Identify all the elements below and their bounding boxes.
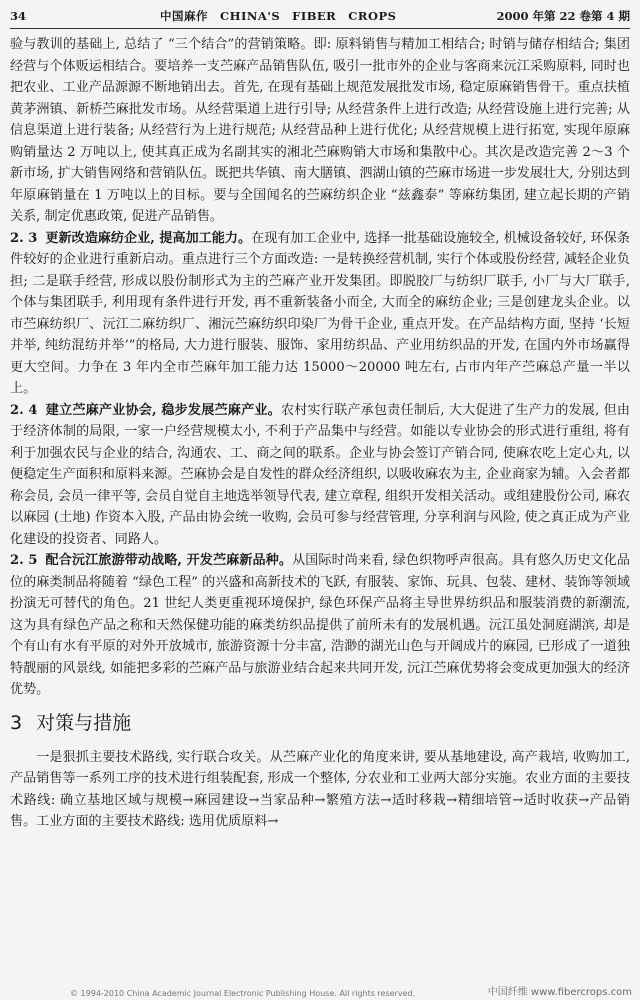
section-body: 农村实行联产承包责任制后, 大大促进了生产力的发展, 但由于经济体制的局限, 一家一户经营规模太小, 不利于产品集中与经营。如能以专业协会的形式进行重组, 将有利于加强农民与企业的结合, 沟通农、工、商之间的联系。企业与协会签订产销合同, 使麻农吃上定心丸, 以便稳定生产面积和原料来源。苎麻协会是自发性的群众经济组织, 以吸收麻农为主, 企业商家为辅。入会者都称会员, 会员一律平等, 会员自觉自主地选举领导代表, 建立章程, 组织开发相关活动。或组建股份公司, 麻农以麻园 (土地) 作资本入股, 产品由协会统一收购, 会员可参与经营管理, 分享利润与风险, 使之真正成为产业化建设的投资者、同路人。 [10, 402, 630, 547]
section-lead-in: 建立苎麻产业协会, 稳步发展苎麻产业。 [45, 402, 281, 418]
page-header [10, 6, 630, 26]
section-body: 在现有加工企业中, 选择一批基础设施较全, 机械设备较好, 环保条件较好的企业进行重新启动。重点进行三个方面改造: 一是转换经营机制, 实行个体或股份经营, 减轻企业负担; 二是联手经营, 形成以股份制形式为主的苎麻产业开发集团。即脱胶厂与纺织厂联手, 小厂与大厂联手, 个体与集团联手, 利用现有条件进行开发, 再不重新装备小而全, 大而全的麻纺企业; 三是创建龙头企业。以市苎麻纺织厂、沅江二麻纺织厂、湘沅苎麻纺织印染厂为骨干企业, 重点开发。在产品结构方面, 坚持 ‘长短并举, 纯纺混纺并举’”的格局, 大力进行服装、服饰、家用纺织品、产业用纺织品的开发, 在国内外市场赢得更大空间。力争在 3 年内全市苎麻年加工能力达 15000～20000 吨左右, 占市内年产苎麻总产量一半以上。 [10, 230, 630, 396]
section-body: 从国际时尚来看, 绿色织物呼声很高。具有悠久历史文化品位的麻类制品将随着 “绿色工程” 的兴盛和高新技术的飞跃, 有服装、家饰、玩具、包装、建材、装饰等领域扮演无可替代的角色。21 世纪人类更重视环境保护, 绿色环保产品将主导世界纺织品和服装消费的新潮流, 这为具有绿色产品之称和天然保健功能的麻类纺织品提供了前所未有的发展机遇。沅江虽处洞庭湖滨, 却是个有山有水有平原的对外开放城市, 旅游资源十分丰富, 浩渺的湖光山色与开阔成片的麻园, 已形成了一道独特靓丽的风景线, 如能把多彩的苎麻产品与旅游业结合起来共同开发, 沅江苎麻优势将会变成更加强大的经济优势。 [10, 553, 630, 697]
copyright-notice: © 1994-2010 China Academic Journal Electronic Publishing House. All rights reserved. [70, 989, 416, 998]
page-footer [0, 984, 640, 998]
section-2-4 [10, 400, 630, 551]
section-number: 2. 4 [10, 402, 38, 418]
issue-info: 2000 年第 22 卷第 4 期 [496, 9, 630, 23]
header-rule [10, 28, 630, 29]
heading-number: 3 [10, 711, 23, 734]
heading-3 [10, 711, 630, 735]
watermark: 中国纤维 www.fibercrops.com [487, 987, 632, 998]
page-number: 34 [10, 9, 27, 23]
heading-title: 对策与措施 [36, 711, 132, 734]
intro-paragraph: 验与教训的基础上, 总结了 “三个结合”的营销策略。即: 原料销售与精加工相结合; 时销与储存相结合; 集团经营与个体贩运相结合。要培养一支苎麻产品销售队伍, 吸引一批市外的企业与客商来沅江采购原料, 同时也把农业、工业产品源源不断地销出去。首先, 在现有基础上规范发展批发市场, 稳定原麻销售骨干。重点扶植黄茅洲镇、新桥苎麻批发市场。从经营渠道上进行引导; 从经营条件上进行改造; 从经营设施上进行完善; 从信息渠道上进行装备; 从经营行为上进行规范; 从经营品种上进行优化; 从经营规模上进行拓宽, 实现年原麻购销量达 2 万吨以上, 使其真正成为名副其实的湘北苎麻购销大市场和集散中心。其次是改造完善 2～3 个新市场, 扩大销售网络和营销队伍。既把共华镇、南大膳镇、泗湖山镇的苎麻市场进一步发展壮大, 分别达到年原麻销量在 1 万吨以上的目标。要与全国闻名的苎麻纺织企业 “兹鑫泰” 等麻纺集团, 建立起长期的产销关系, 制定优惠政策, 促进产品销售。 [10, 37, 630, 224]
section-lead-in: 配合沅江旅游带动战略, 开发苎麻新品种。 [45, 553, 293, 568]
section-lead-in: 更新改造麻纺企业, 提高加工能力。 [45, 230, 252, 246]
final-paragraph: 一是狠抓主要技术路线, 实行联合攻关。从苎麻产业化的角度来讲, 要从基地建设, 高产栽培, 收购加工, 产品销售等一系列工序的技术进行组装配套, 形成一个整体, 分农业和工业两大部分实施。农业方面的主要技术路线: 确立基地区域与规模→麻园建设→当家品种→繁殖方法→适时移栽→精细培管→适时收获→产品销售。工业方面的主要技术路线: 选用优质原料→ [10, 749, 630, 829]
article-body [10, 34, 630, 833]
section-2-3 [10, 228, 630, 400]
section-2-5 [10, 550, 630, 701]
journal-title: 中国麻作 CHINA'S FIBER CROPS [160, 9, 397, 23]
section-number: 2. 5 [10, 553, 38, 568]
section-number: 2. 3 [10, 230, 38, 246]
